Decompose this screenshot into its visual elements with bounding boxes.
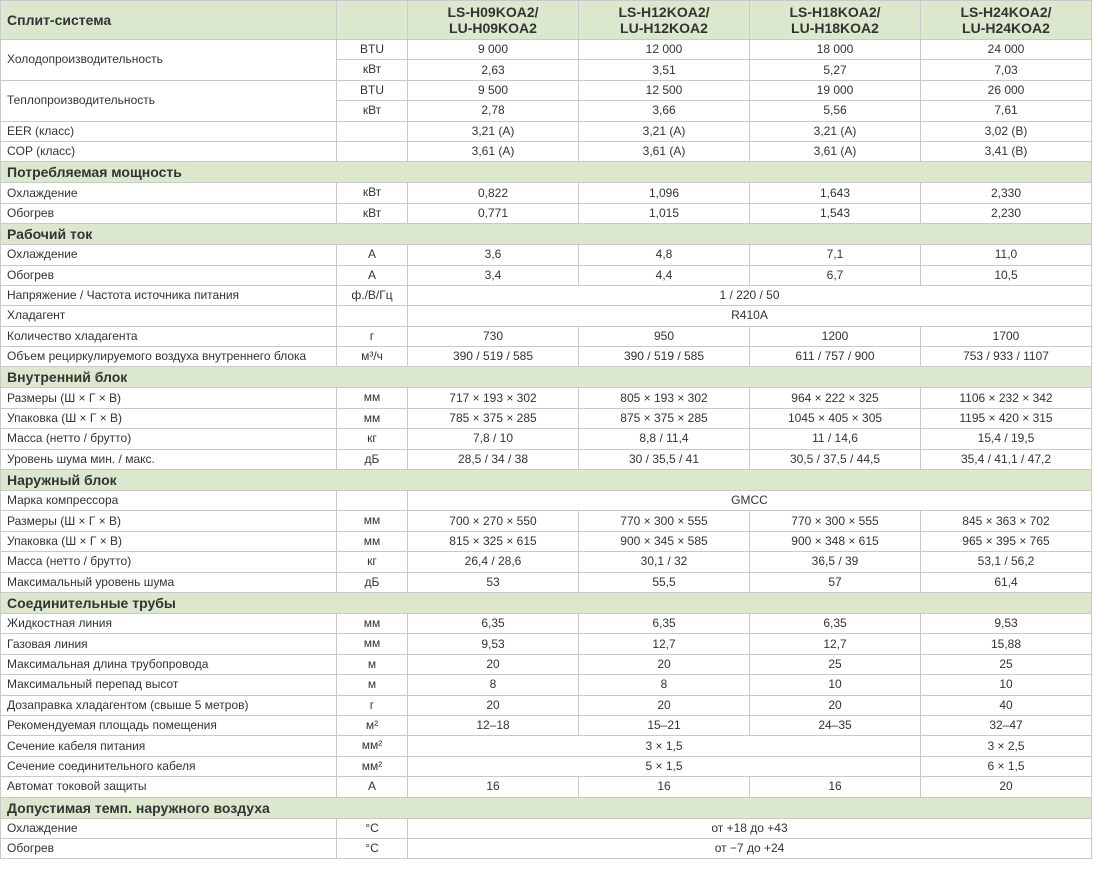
table-row <box>1 552 1092 572</box>
model-header: LS-H18KOA2/ LU-H18KOA2 <box>750 1 921 40</box>
row-label: Масса (нетто / брутто) <box>1 552 337 572</box>
row-unit: А <box>337 265 408 285</box>
table-row <box>1 613 1092 633</box>
table-row <box>1 347 1092 367</box>
cell-value: 12,7 <box>579 634 750 654</box>
table-row <box>1 756 1092 776</box>
cell-value: 8,8 / 11,4 <box>579 429 750 449</box>
cell-value-merged: GMCC <box>408 491 1092 511</box>
table-row <box>1 40 1092 60</box>
row-unit: кВт <box>337 60 408 80</box>
cell-value: 6,35 <box>579 613 750 633</box>
table-row <box>1 306 1092 326</box>
cell-value: 1700 <box>921 326 1092 346</box>
table-row <box>1 80 1092 100</box>
cell-value: 730 <box>408 326 579 346</box>
cell-value: 26,4 / 28,6 <box>408 552 579 572</box>
table-row <box>1 715 1092 735</box>
cell-value: 6,35 <box>750 613 921 633</box>
cell-value: 53 <box>408 572 579 592</box>
table-row <box>1 429 1092 449</box>
cell-value: 20 <box>579 695 750 715</box>
cell-value: 32–47 <box>921 715 1092 735</box>
row-label: Обогрев <box>1 265 337 285</box>
table-row <box>1 183 1092 203</box>
row-unit: мм <box>337 388 408 408</box>
cell-value: 1200 <box>750 326 921 346</box>
row-unit: BTU <box>337 80 408 100</box>
row-label: COP (класс) <box>1 141 337 161</box>
cell-value: 964 × 222 × 325 <box>750 388 921 408</box>
row-unit: мм <box>337 511 408 531</box>
cell-value: 7,1 <box>750 245 921 265</box>
cell-value: 6,7 <box>750 265 921 285</box>
section-header <box>1 470 1092 491</box>
table-row <box>1 285 1092 305</box>
row-unit <box>337 491 408 511</box>
row-unit: °С <box>337 818 408 838</box>
cell-value: 20 <box>579 654 750 674</box>
row-label: Масса (нетто / брутто) <box>1 429 337 449</box>
row-label: Максимальный уровень шума <box>1 572 337 592</box>
cell-value: 57 <box>750 572 921 592</box>
section-title: Рабочий ток <box>1 224 1092 245</box>
row-unit: °С <box>337 838 408 858</box>
row-unit: мм <box>337 613 408 633</box>
row-unit: мм <box>337 408 408 428</box>
cell-value: 20 <box>921 777 1092 797</box>
cell-value: 19 000 <box>750 80 921 100</box>
cell-value: 3,4 <box>408 265 579 285</box>
table-row <box>1 818 1092 838</box>
row-unit: г <box>337 326 408 346</box>
cell-value: 805 × 193 × 302 <box>579 388 750 408</box>
table-row <box>1 531 1092 551</box>
cell-value: 700 × 270 × 550 <box>408 511 579 531</box>
table-row <box>1 634 1092 654</box>
table-row <box>1 449 1092 469</box>
row-label: Дозаправка хладагентом (свыше 5 метров) <box>1 695 337 715</box>
cell-value-merged: R410A <box>408 306 1092 326</box>
cell-value: 20 <box>408 695 579 715</box>
table-row <box>1 141 1092 161</box>
cell-value: 25 <box>750 654 921 674</box>
cell-value: 30,5 / 37,5 / 44,5 <box>750 449 921 469</box>
cell-value-merged: 1 / 220 / 50 <box>408 285 1092 305</box>
cell-value: 28,5 / 34 / 38 <box>408 449 579 469</box>
row-label: Максимальная длина трубопровода <box>1 654 337 674</box>
cell-value: 875 × 375 × 285 <box>579 408 750 428</box>
cell-value: 3,61 (A) <box>750 141 921 161</box>
row-label: Теплопроизводительность <box>1 80 337 121</box>
cell-value: 30,1 / 32 <box>579 552 750 572</box>
table-row <box>1 121 1092 141</box>
row-label: Обогрев <box>1 838 337 858</box>
row-unit <box>337 306 408 326</box>
cell-value: 3,66 <box>579 101 750 121</box>
table-row <box>1 838 1092 858</box>
row-unit: мм <box>337 531 408 551</box>
cell-value: 26 000 <box>921 80 1092 100</box>
cell-value: 4,4 <box>579 265 750 285</box>
cell-value: 36,5 / 39 <box>750 552 921 572</box>
table-row <box>1 654 1092 674</box>
row-label: Хладагент <box>1 306 337 326</box>
section-title: Соединительные трубы <box>1 592 1092 613</box>
cell-value: 7,8 / 10 <box>408 429 579 449</box>
cell-value-merged: от −7 до +24 <box>408 838 1092 858</box>
cell-value: 2,230 <box>921 203 1092 223</box>
cell-value: 1106 × 232 × 342 <box>921 388 1092 408</box>
cell-value: 770 × 300 × 555 <box>579 511 750 531</box>
row-unit: кг <box>337 429 408 449</box>
cell-value: 3,61 (A) <box>408 141 579 161</box>
table-row <box>1 203 1092 223</box>
cell-value: 611 / 757 / 900 <box>750 347 921 367</box>
row-unit <box>337 141 408 161</box>
cell-value: 16 <box>750 777 921 797</box>
row-label: EER (класс) <box>1 121 337 141</box>
row-label: Сечение соединительного кабеля <box>1 756 337 776</box>
row-label: Напряжение / Частота источника питания <box>1 285 337 305</box>
cell-value: 10 <box>921 675 1092 695</box>
cell-value: 25 <box>921 654 1092 674</box>
cell-value: 12 500 <box>579 80 750 100</box>
table-row <box>1 511 1092 531</box>
cell-value: 8 <box>579 675 750 695</box>
section-header <box>1 592 1092 613</box>
cell-value: 785 × 375 × 285 <box>408 408 579 428</box>
cell-value: 12,7 <box>750 634 921 654</box>
cell-value: 1,543 <box>750 203 921 223</box>
cell-value: 3,21 (A) <box>750 121 921 141</box>
cell-value: 16 <box>579 777 750 797</box>
cell-value: 965 × 395 × 765 <box>921 531 1092 551</box>
cell-value: 15,88 <box>921 634 1092 654</box>
model-header: LS-H09KOA2/ LU-H09KOA2 <box>408 1 579 40</box>
table-row <box>1 265 1092 285</box>
cell-value: 1045 × 405 × 305 <box>750 408 921 428</box>
cell-value: 3,61 (A) <box>579 141 750 161</box>
cell-value: 20 <box>408 654 579 674</box>
cell-value: 1,096 <box>579 183 750 203</box>
cell-value: 3,21 (A) <box>408 121 579 141</box>
section-title: Допустимая темп. наружного воздуха <box>1 797 1092 818</box>
row-unit: кВт <box>337 101 408 121</box>
table-row <box>1 245 1092 265</box>
row-label: Рекомендуемая площадь помещения <box>1 715 337 735</box>
cell-value: 2,78 <box>408 101 579 121</box>
table-title: Сплит-система <box>1 1 337 40</box>
table-row <box>1 777 1092 797</box>
cell-value: 6 × 1,5 <box>921 756 1092 776</box>
row-label: Охлаждение <box>1 818 337 838</box>
cell-value: 5,27 <box>750 60 921 80</box>
cell-value: 30 / 35,5 / 41 <box>579 449 750 469</box>
table-row <box>1 675 1092 695</box>
cell-value: 12 000 <box>579 40 750 60</box>
row-label: Автомат токовой защиты <box>1 777 337 797</box>
cell-value: 9,53 <box>408 634 579 654</box>
cell-value: 845 × 363 × 702 <box>921 511 1092 531</box>
cell-value: 770 × 300 × 555 <box>750 511 921 531</box>
section-header <box>1 162 1092 183</box>
row-unit: дБ <box>337 449 408 469</box>
cell-value: 0,822 <box>408 183 579 203</box>
cell-value: 7,03 <box>921 60 1092 80</box>
cell-value: 10,5 <box>921 265 1092 285</box>
section-title: Потребляемая мощность <box>1 162 1092 183</box>
section-header <box>1 367 1092 388</box>
cell-value: 4,8 <box>579 245 750 265</box>
cell-value: 900 × 345 × 585 <box>579 531 750 551</box>
row-label: Газовая линия <box>1 634 337 654</box>
cell-value: 950 <box>579 326 750 346</box>
cell-value: 9 000 <box>408 40 579 60</box>
row-label: Упаковка (Ш × Г × В) <box>1 408 337 428</box>
cell-value: 717 × 193 × 302 <box>408 388 579 408</box>
cell-value: 55,5 <box>579 572 750 592</box>
cell-value: 35,4 / 41,1 / 47,2 <box>921 449 1092 469</box>
unit-header <box>337 1 408 40</box>
row-label: Охлаждение <box>1 183 337 203</box>
table-row <box>1 408 1092 428</box>
row-label: Размеры (Ш × Г × В) <box>1 511 337 531</box>
row-unit: мм <box>337 634 408 654</box>
row-unit: кВт <box>337 183 408 203</box>
cell-value: 390 / 519 / 585 <box>408 347 579 367</box>
cell-value-merged: от +18 до +43 <box>408 818 1092 838</box>
cell-value: 3,02 (B) <box>921 121 1092 141</box>
cell-value: 815 × 325 × 615 <box>408 531 579 551</box>
cell-value: 2,63 <box>408 60 579 80</box>
section-title: Внутренний блок <box>1 367 1092 388</box>
row-unit: ф./В/Гц <box>337 285 408 305</box>
header-row <box>1 1 1092 40</box>
cell-value: 1195 × 420 × 315 <box>921 408 1092 428</box>
cell-value: 11 / 14,6 <box>750 429 921 449</box>
table-row <box>1 736 1092 756</box>
model-header: LS-H12KOA2/ LU-H12KOA2 <box>579 1 750 40</box>
cell-value: 15,4 / 19,5 <box>921 429 1092 449</box>
cell-value: 11,0 <box>921 245 1092 265</box>
row-unit: А <box>337 777 408 797</box>
row-unit: мм² <box>337 756 408 776</box>
cell-value-merged: 5 × 1,5 <box>408 756 921 776</box>
row-label: Охлаждение <box>1 245 337 265</box>
cell-value: 900 × 348 × 615 <box>750 531 921 551</box>
cell-value: 9,53 <box>921 613 1092 633</box>
cell-value: 390 / 519 / 585 <box>579 347 750 367</box>
cell-value: 53,1 / 56,2 <box>921 552 1092 572</box>
row-label: Жидкостная линия <box>1 613 337 633</box>
cell-value: 16 <box>408 777 579 797</box>
row-unit <box>337 121 408 141</box>
cell-value: 3 × 2,5 <box>921 736 1092 756</box>
section-title: Наружный блок <box>1 470 1092 491</box>
cell-value: 18 000 <box>750 40 921 60</box>
cell-value: 24 000 <box>921 40 1092 60</box>
row-unit: кВт <box>337 203 408 223</box>
cell-value: 2,330 <box>921 183 1092 203</box>
cell-value: 24–35 <box>750 715 921 735</box>
cell-value: 40 <box>921 695 1092 715</box>
section-header <box>1 224 1092 245</box>
cell-value: 12–18 <box>408 715 579 735</box>
cell-value: 1,643 <box>750 183 921 203</box>
row-label: Уровень шума мин. / макс. <box>1 449 337 469</box>
row-label: Марка компрессора <box>1 491 337 511</box>
row-label: Объем рециркулируемого воздуха внутреннего блока <box>1 347 337 367</box>
table-row <box>1 572 1092 592</box>
row-label: Количество хладагента <box>1 326 337 346</box>
cell-value: 3,51 <box>579 60 750 80</box>
row-label: Холодопроизводительность <box>1 40 337 81</box>
cell-value-merged: 3 × 1,5 <box>408 736 921 756</box>
row-label: Упаковка (Ш × Г × В) <box>1 531 337 551</box>
cell-value: 753 / 933 / 1107 <box>921 347 1092 367</box>
cell-value: 3,41 (B) <box>921 141 1092 161</box>
cell-value: 8 <box>408 675 579 695</box>
table-row <box>1 491 1092 511</box>
row-label: Размеры (Ш × Г × В) <box>1 388 337 408</box>
row-unit: мм² <box>337 736 408 756</box>
cell-value: 7,61 <box>921 101 1092 121</box>
row-unit: дБ <box>337 572 408 592</box>
cell-value: 3,6 <box>408 245 579 265</box>
model-header: LS-H24KOA2/ LU-H24KOA2 <box>921 1 1092 40</box>
row-unit: м³/ч <box>337 347 408 367</box>
row-unit: м <box>337 675 408 695</box>
row-unit: м <box>337 654 408 674</box>
cell-value: 1,015 <box>579 203 750 223</box>
cell-value: 6,35 <box>408 613 579 633</box>
cell-value: 3,21 (A) <box>579 121 750 141</box>
cell-value: 20 <box>750 695 921 715</box>
row-unit: г <box>337 695 408 715</box>
row-unit: А <box>337 245 408 265</box>
row-label: Сечение кабеля питания <box>1 736 337 756</box>
table-row <box>1 326 1092 346</box>
cell-value: 5,56 <box>750 101 921 121</box>
cell-value: 9 500 <box>408 80 579 100</box>
row-unit: м² <box>337 715 408 735</box>
section-header <box>1 797 1092 818</box>
table-row <box>1 695 1092 715</box>
row-unit: BTU <box>337 40 408 60</box>
row-label: Максимальный перепад высот <box>1 675 337 695</box>
cell-value: 0,771 <box>408 203 579 223</box>
row-label: Обогрев <box>1 203 337 223</box>
table-row <box>1 388 1092 408</box>
cell-value: 61,4 <box>921 572 1092 592</box>
cell-value: 10 <box>750 675 921 695</box>
cell-value: 15–21 <box>579 715 750 735</box>
row-unit: кг <box>337 552 408 572</box>
